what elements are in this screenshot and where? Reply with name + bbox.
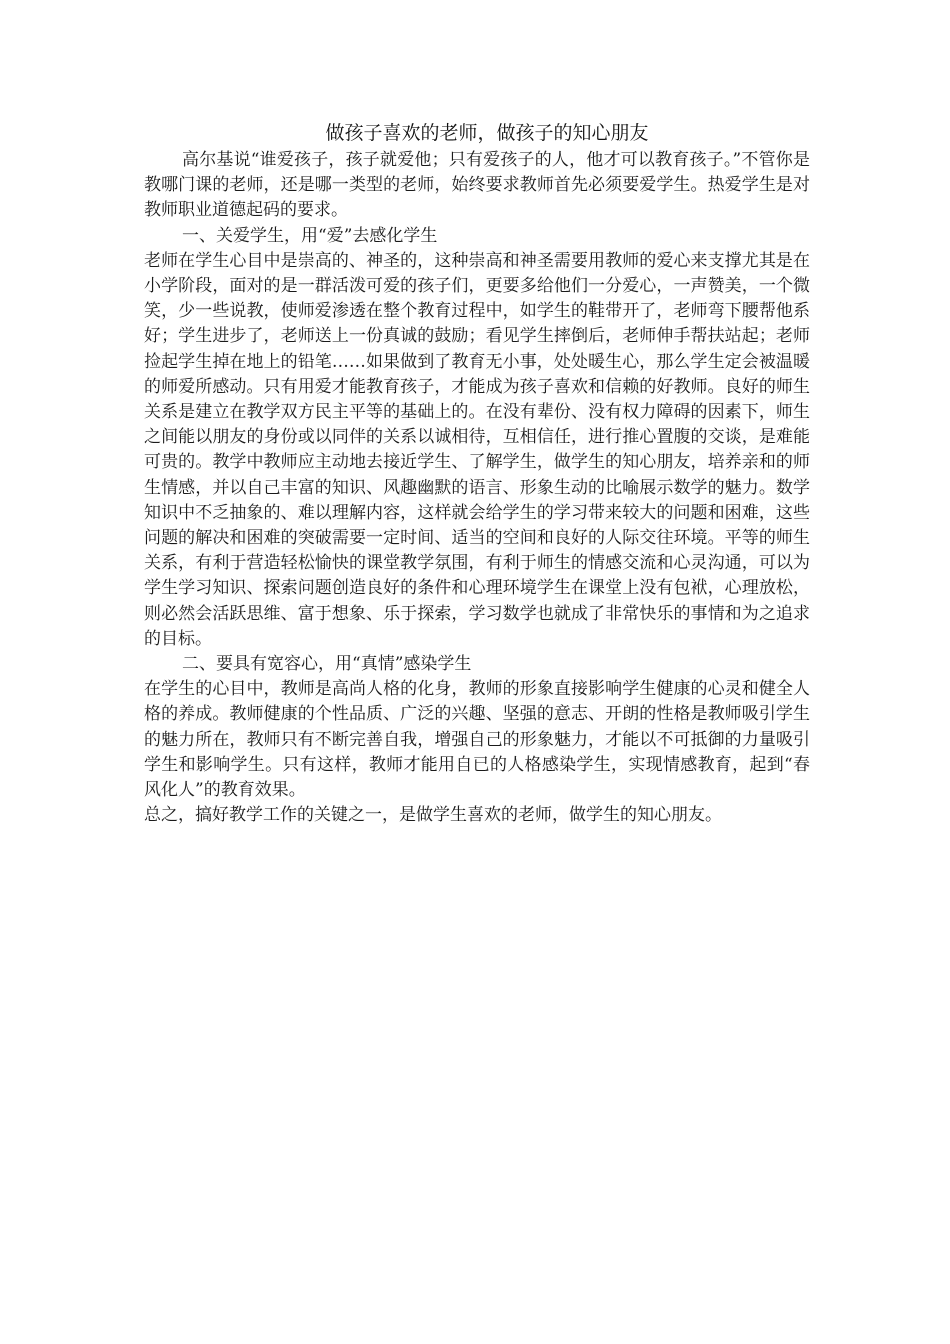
section-1-heading: 一、关爱学生，用“爱”去感化学生 [182,225,438,246]
section-1-paragraph: 老师在学生心目中是崇高的、神圣的，这种崇高和神圣需要用教师的爱心来支撑尤其是在小学阶段，面对的是一群活泼可爱的孩子们，更要多给他们一分爱心，一声赞美，一个微笑，少一些说教，使师爱渗透在整个教育过程中，如学生的鞋带开了，老师弯下腰帮他系好；学生进步了，老师送上一份真诚的鼓励；看见学生摔倒后，老师伸手帮扶站起；老师捡起学生掉在地上的铅笔……如果做到了教育无小事，处处暖生心，那么学生定会被温暖的师爱所感动。只有用爱才能教育孩子，才能成为孩子喜欢和信赖的好教师。良好的师生关系是建立在教学双方民主平等的基础上的。在没有辈份、没有权力障碍的因素下，师生之间能以朋友的身份或以同伴的关系以诚相待，互相信任，进行推心置腹的交谈，是难能可贵的。教学中教师应主动地去接近学生、了解学生，做学生的知心朋友，培养亲和的师生情感，并以自己丰富的知识、风趣幽默的语言、形象生动的比喻展示数学的魅力。数学知识中不乏抽象的、难以理解内容，这样就会给学生的学习带来较大的问题和困难，这些问题的解决和困难的突破需要一定时间、适当的空间和良好的人际交往环境。平等的师生关系，有利于营造轻松愉快的课堂教学氛围，有利于师生的情感交流和心灵沟通，可以为学生学习知识、探索问题创造良好的条件和心理环境学生在课堂上没有包袱，心理放松，则必然会活跃思维、富于想象、乐于探索，学习数学也就成了非常快乐的事情和为之追求的目标。 [144,250,810,649]
section-2-paragraph: 在学生的心目中，教师是高尚人格的化身，教师的形象直接影响学生健康的心灵和健全人格的养成。教师健康的个性品质、广泛的兴趣、坚强的意志、开朗的性格是教师吸引学生的魅力所在，教师只有不断完善自我，增强自己的形象魅力，才能以不可抵御的力量吸引学生和影响学生。只有这样，教师才能用自已的人格感染学生，实现情感教育，起到“春风化人”的教育效果。 [144,679,810,801]
document-body [144,118,810,828]
conclusion-paragraph: 总之，搞好教学工作的关键之一，是做学生喜欢的老师，做学生的知心朋友。 [144,805,722,826]
intro-paragraph: 高尔基说“谁爱孩子，孩子就爱他；只有爱孩子的人，他才可以教育孩子。”不管你是教哪门课的老师，还是哪一类型的老师，始终要求教师首先必须要爱学生。热爱学生是对教师职业道德起码的要求。 [144,150,810,221]
document-title: 做孩子喜欢的老师，做孩子的知心朋友 [325,122,649,144]
section-2-heading: 二、要具有宽容心，用“真情”感染学生 [182,654,472,675]
